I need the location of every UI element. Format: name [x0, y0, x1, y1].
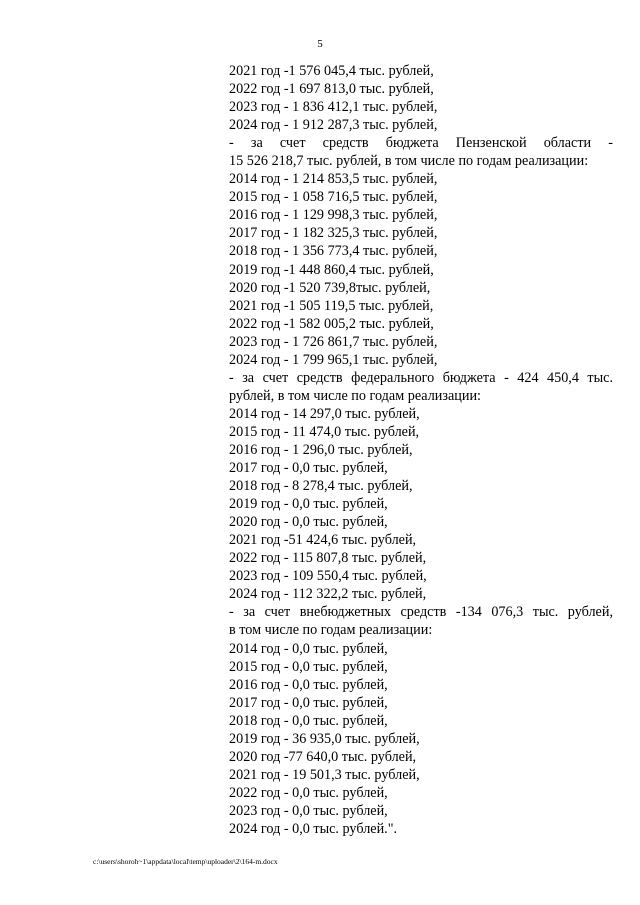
text-line: 2024 год - 1 799 965,1 тыс. рублей, — [229, 351, 438, 368]
text-line: 2017 год - 1 182 325,3 тыс. рублей, — [229, 225, 438, 242]
text-line: 2020 год -1 520 739,8тыс. рублей, — [229, 279, 431, 296]
text-line: 2024 год - 1 912 287,3 тыс. рублей, — [229, 117, 438, 134]
text-line: 2017 год - 0,0 тыс. рублей, — [229, 460, 388, 477]
text-line: 2023 год - 1 726 861,7 тыс. рублей, — [229, 333, 438, 350]
text-line: 2021 год -1 576 045,4 тыс. рублей, — [229, 63, 434, 79]
text-line: 2023 год - 0,0 тыс. рублей, — [229, 802, 388, 819]
text-line: 2014 год - 14 297,0 тыс. рублей, — [229, 405, 420, 422]
text-line: 2021 год -1 505 119,5 тыс. рублей, — [229, 297, 434, 314]
footer-file-path: c:\users\shoroh~1\appdata\local\temp\uploader\2\164-m.docx — [93, 857, 278, 866]
text-line: в том числе по годам реализации: — [229, 622, 433, 639]
text-line: 2014 год - 0,0 тыс. рублей, — [229, 640, 388, 657]
document-body — [229, 62, 613, 838]
text-line: 2023 год - 1 836 412,1 тыс. рублей, — [229, 99, 438, 116]
text-line: 2015 год - 11 474,0 тыс. рублей, — [229, 423, 420, 440]
text-line: 2016 год - 1 296,0 тыс. рублей, — [229, 441, 413, 458]
text-line: 15 526 218,7 тыс. рублей, в том числе по годам реализации: — [229, 153, 589, 170]
text-line: 2019 год -1 448 860,4 тыс. рублей, — [229, 261, 434, 278]
text-line: 2023 год - 109 550,4 тыс. рублей, — [229, 568, 427, 585]
text-line: 2016 год - 0,0 тыс. рублей, — [229, 676, 388, 693]
text-line: 2024 год - 0,0 тыс. рублей.". — [229, 820, 398, 837]
text-line: - за счет средств бюджета Пензенской области - — [229, 135, 613, 152]
text-line: 2018 год - 8 278,4 тыс. рублей, — [229, 478, 413, 495]
text-line: 2020 год - 0,0 тыс. рублей, — [229, 514, 388, 531]
text-line: 2022 год -1 582 005,2 тыс. рублей, — [229, 315, 434, 332]
text-line: 2020 год -77 640,0 тыс. рублей, — [229, 748, 417, 765]
text-line: - за счет внебюджетных средств -134 076,3 тыс. рублей, — [229, 604, 613, 621]
text-line: 2022 год - 115 807,8 тыс. рублей, — [229, 550, 427, 567]
text-line: 2017 год - 0,0 тыс. рублей, — [229, 694, 388, 711]
text-line: 2019 год - 0,0 тыс. рублей, — [229, 496, 388, 513]
page-number: 5 — [317, 38, 323, 50]
text-line: рублей, в том числе по годам реализации: — [229, 387, 481, 404]
text-line: 2018 год - 1 356 773,4 тыс. рублей, — [229, 243, 438, 260]
text-line: 2024 год - 112 322,2 тыс. рублей, — [229, 586, 427, 603]
text-line: 2021 год - 19 501,3 тыс. рублей, — [229, 766, 420, 783]
text-line: 2021 год -51 424,6 тыс. рублей, — [229, 532, 417, 549]
text-line: 2019 год - 36 935,0 тыс. рублей, — [229, 730, 420, 747]
text-line: 2022 год -1 697 813,0 тыс. рублей, — [229, 81, 434, 98]
text-line: - за счет средств федерального бюджета - 424 450,4 тыс. — [229, 369, 613, 386]
text-line: 2022 год - 0,0 тыс. рублей, — [229, 784, 388, 801]
text-line: 2016 год - 1 129 998,3 тыс. рублей, — [229, 207, 438, 224]
text-line: 2014 год - 1 214 853,5 тыс. рублей, — [229, 171, 438, 188]
text-line: 2015 год - 0,0 тыс. рублей, — [229, 658, 388, 675]
text-line: 2018 год - 0,0 тыс. рублей, — [229, 712, 388, 729]
text-line: 2015 год - 1 058 716,5 тыс. рублей, — [229, 189, 438, 206]
